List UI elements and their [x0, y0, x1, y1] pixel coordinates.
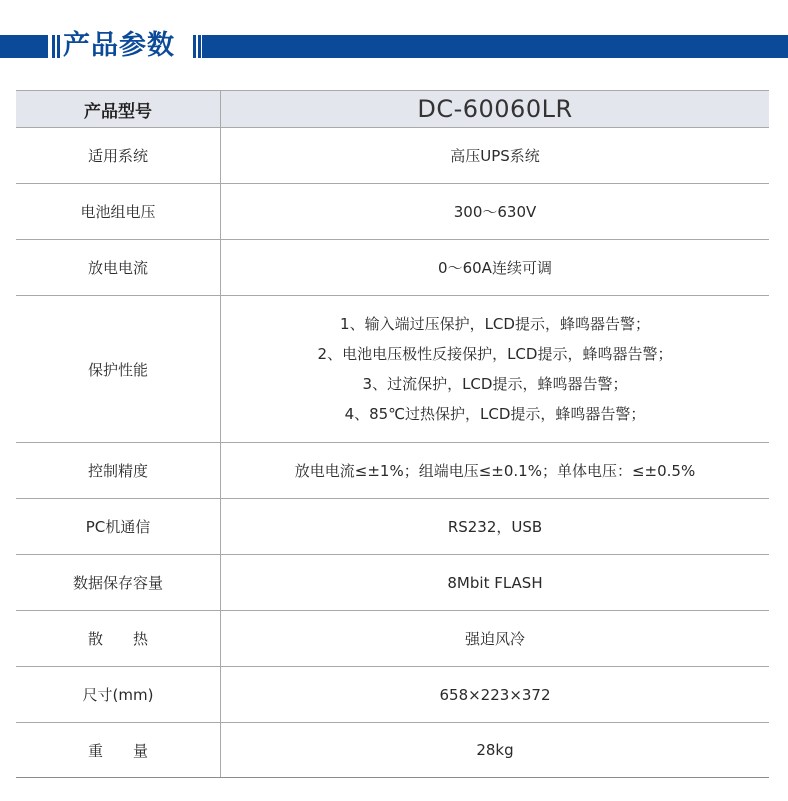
- row-value-pc-comm: RS232，USB: [221, 499, 770, 555]
- protection-line: 1、输入端过压保护，LCD提示，蜂鸣器告警；: [340, 315, 650, 333]
- row-label-protection: 保护性能: [16, 296, 221, 443]
- row-label-cooling: 散热: [87, 630, 178, 648]
- spec-table: [16, 90, 769, 778]
- table-row: [16, 184, 769, 240]
- header-bar-notch: [57, 35, 60, 58]
- header-bar-notch: [198, 35, 201, 58]
- header-bar-notch: [193, 35, 196, 58]
- row-value-discharge-current: 0～60A连续可调: [221, 240, 770, 296]
- section-title: 产品参数: [63, 30, 175, 61]
- row-value-accuracy: 放电电流≤±1%；组端电压≤±0.1%；单体电压：≤±0.5%: [221, 443, 770, 499]
- row-value-protection: [221, 296, 770, 443]
- row-label-discharge-current: 放电电流: [16, 240, 221, 296]
- protection-line: 3、过流保护，LCD提示，蜂鸣器告警；: [362, 375, 628, 393]
- row-label-dimensions: 尺寸(mm): [16, 667, 221, 723]
- table-row: [16, 555, 769, 611]
- row-value-cooling: 强迫风冷: [221, 611, 770, 667]
- header-bar-right: [202, 35, 788, 58]
- table-row: [16, 296, 769, 443]
- row-label-pc-comm: PC机通信: [16, 499, 221, 555]
- row-label-system: 适用系统: [16, 128, 221, 184]
- header-bar-left: [0, 35, 48, 58]
- row-label-accuracy: 控制精度: [16, 443, 221, 499]
- row-value-battery-voltage: 300～630V: [221, 184, 770, 240]
- row-label-cooling-cell: [16, 611, 221, 667]
- section-header: [0, 0, 788, 84]
- row-value-weight: 28kg: [221, 723, 770, 778]
- model-value: DC-60060LR: [221, 91, 770, 128]
- table-row: [16, 443, 769, 499]
- row-label-weight: 重量: [87, 741, 178, 760]
- row-label-storage: 数据保存容量: [16, 555, 221, 611]
- row-label-battery-voltage: 电池组电压: [16, 184, 221, 240]
- table-header-row: [16, 91, 769, 128]
- table-row: [16, 667, 769, 723]
- protection-line: 2、电池电压极性反接保护，LCD提示，蜂鸣器告警；: [317, 345, 673, 363]
- table-row: [16, 723, 769, 778]
- table-row: [16, 611, 769, 667]
- row-value-system: 高压UPS系统: [221, 128, 770, 184]
- table-row: [16, 240, 769, 296]
- protection-line: 4、85℃过热保护，LCD提示，蜂鸣器告警；: [344, 405, 646, 423]
- row-value-storage: 8Mbit FLASH: [221, 555, 770, 611]
- row-value-dimensions: 658×223×372: [221, 667, 770, 723]
- model-label: 产品型号: [16, 91, 221, 128]
- row-label-weight-cell: [16, 723, 221, 778]
- header-bar-notch: [52, 35, 55, 58]
- table-row: [16, 128, 769, 184]
- table-row: [16, 499, 769, 555]
